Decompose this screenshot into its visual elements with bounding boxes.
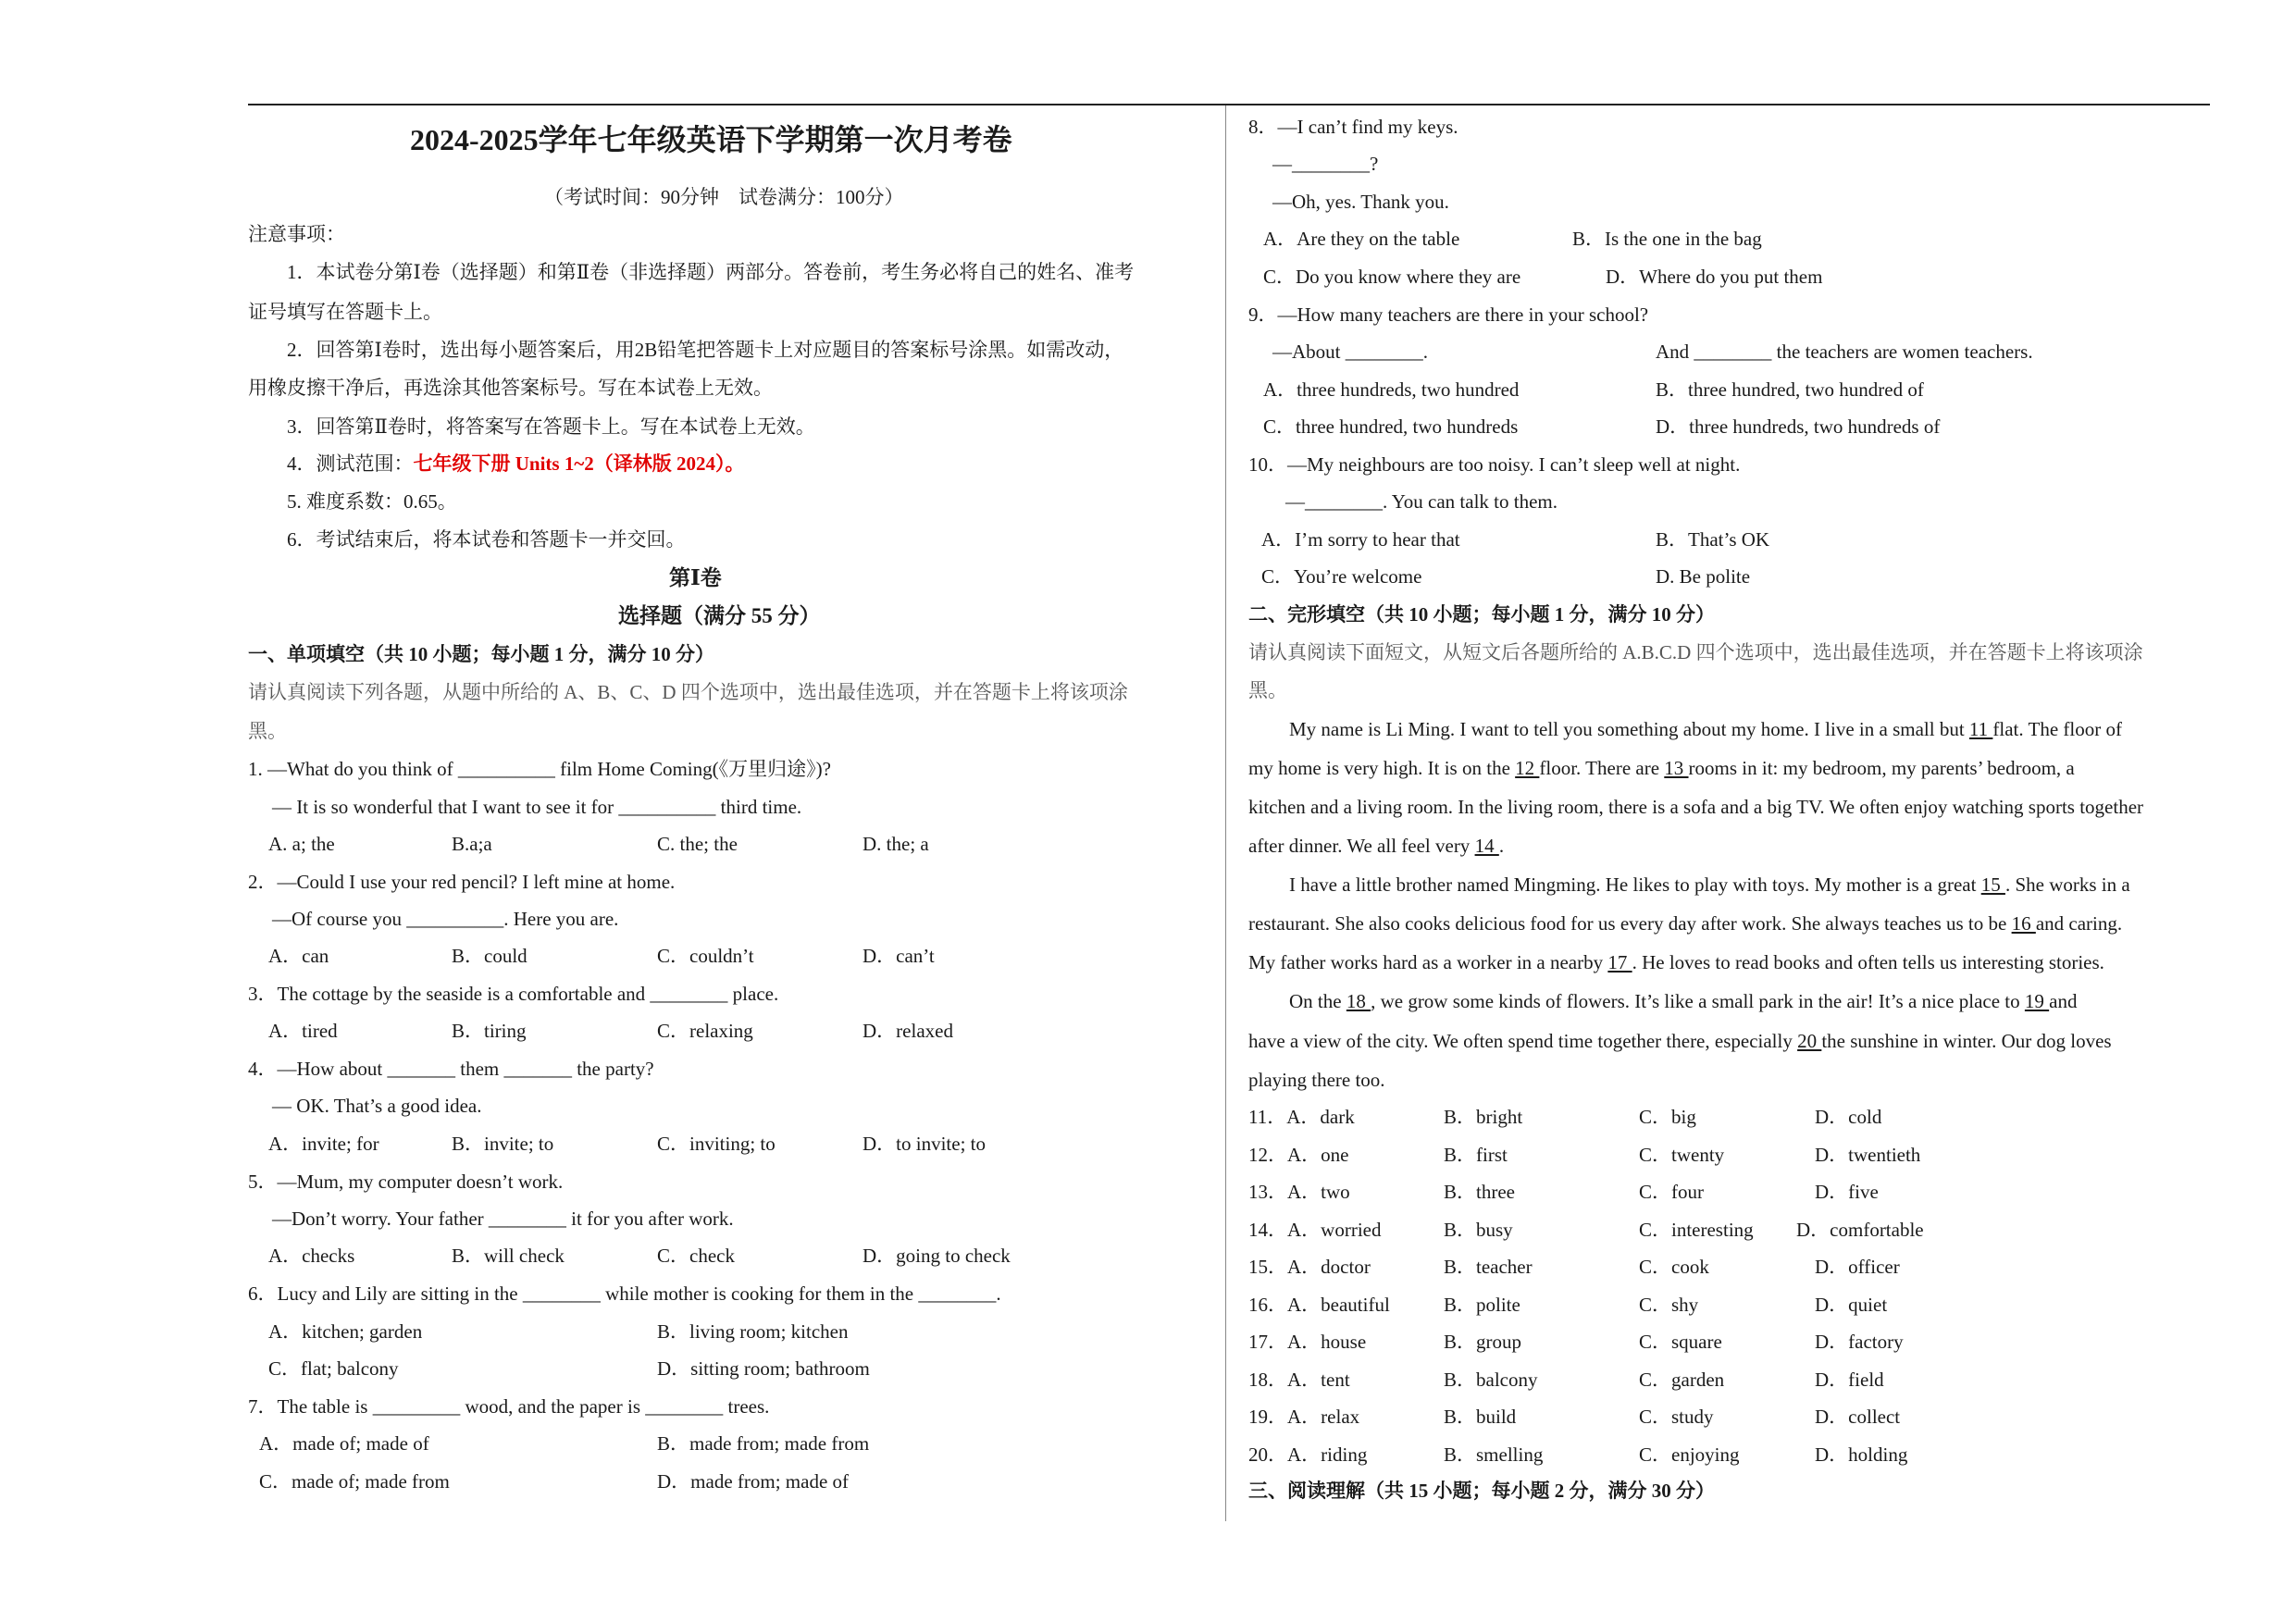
part1-heading: 第Ⅰ卷 — [669, 566, 722, 589]
q2-option-c: C．couldn’t — [657, 945, 754, 967]
q5-option-d: D．going to check — [863, 1245, 1011, 1267]
exam-title: 2024-2025学年七年级英语下学期第一次月考卷 — [410, 123, 1012, 156]
question-9-line3: And ________ the teachers are women teachers. — [1656, 341, 2033, 363]
question-2: 2．—Could I use your red pencil? I left mine at home. — [248, 871, 676, 893]
question-6: 6．Lucy and Lily are sitting in the ________ while mother is cooking for them in the ________. — [248, 1282, 1001, 1305]
section3-title: 三、阅读理解（共 15 小题；每小题 2 分，满分 30 分） — [1248, 1480, 1715, 1502]
cloze-q18-option-d: D．field — [1815, 1368, 1884, 1391]
q8-option-c: C．Do you know where they are — [1263, 266, 1521, 288]
q4-option-c: C．inviting; to — [657, 1133, 776, 1155]
blank-16: 16 — [2011, 912, 2036, 935]
q5-option-b: B．will check — [452, 1245, 565, 1267]
cloze-q16-option-c: C．shy — [1639, 1293, 1699, 1316]
passage-line-5: I have a little brother named Mingming. He likes to play with toys. My mother is a great 15 . She works in a — [1289, 873, 2130, 896]
cloze-q20-option-b: B．smelling — [1444, 1443, 1544, 1466]
notice-4-prefix: 4．测试范围： — [287, 452, 414, 475]
cloze-q15-option-a: 15．A．doctor — [1248, 1256, 1371, 1278]
question-10-line2: —________. You can talk to them. — [1285, 490, 1558, 513]
section1-title: 一、单项填空（共 10 小题；每小题 1 分，满分 10 分） — [248, 643, 714, 665]
blank-17: 17 — [1607, 951, 1632, 973]
part1-subheading: 选择题（满分 55 分） — [618, 604, 821, 627]
q4-option-d: D．to invite; to — [863, 1133, 986, 1155]
q10-option-c: C．You’re welcome — [1261, 565, 1422, 588]
q3-option-d: D．relaxed — [863, 1020, 953, 1042]
question-5: 5．—Mum, my computer doesn’t work. — [248, 1171, 564, 1193]
blank-19: 19 — [2024, 990, 2050, 1012]
notice-4 — [287, 450, 745, 477]
cloze-q14-option-d: D．comfortable — [1796, 1218, 1924, 1241]
cloze-q19-option-d: D．collect — [1815, 1406, 1901, 1428]
q3-option-c: C．relaxing — [657, 1020, 753, 1042]
cloze-q18-option-c: C．garden — [1639, 1368, 1725, 1391]
question-2-line2: —Of course you __________. Here you are. — [272, 908, 619, 930]
passage-line-4: after dinner. We all feel very 14 . — [1248, 835, 1505, 857]
passage-line-7: My father works hard as a worker in a nearby 17 . He loves to read books and often tells us interesting stories. — [1248, 951, 2104, 973]
cloze-q17-option-a: 17．A．house — [1248, 1331, 1367, 1353]
notice-6: 6．考试结束后，将本试卷和答题卡一并交回。 — [287, 528, 686, 551]
cloze-q17-option-d: D．factory — [1815, 1331, 1904, 1353]
q7-option-c: C．made of; made from — [259, 1470, 450, 1493]
cloze-q19-option-a: 19．A．relax — [1248, 1406, 1360, 1428]
question-1: 1. —What do you think of __________ film Home Coming(《万里归途》)? — [248, 758, 831, 780]
notice-2b: 用橡皮擦干净后，再选涂其他答案标号。写在本试卷上无效。 — [248, 377, 773, 399]
q9-option-d: D．three hundreds, two hundreds of — [1656, 415, 1941, 438]
exam-subtitle: （考试时间：90分钟 试卷满分：100分） — [544, 186, 904, 208]
cloze-q11-option-b: B．bright — [1444, 1106, 1523, 1128]
passage-line-9: have a view of the city. We often spend time together there, especially 20 the sunshine in winter. Our dog loves — [1248, 1030, 2112, 1052]
question-9-line2: —About ________. — [1272, 341, 1428, 363]
question-8-line2: —________? — [1272, 153, 1379, 175]
passage-line-10: playing there too. — [1248, 1069, 1385, 1091]
cloze-q14-option-c: C．interesting — [1639, 1218, 1754, 1241]
cloze-q13-option-b: B．three — [1444, 1181, 1515, 1203]
cloze-q17-option-b: B．group — [1444, 1331, 1521, 1353]
q1-option-d: D. the; a — [863, 833, 929, 855]
question-8-line3: —Oh, yes. Thank you. — [1272, 191, 1449, 213]
section2-title: 二、完形填空（共 10 小题；每小题 1 分，满分 10 分） — [1248, 603, 1715, 626]
passage-line-8: On the 18 , we grow some kinds of flowers. It’s like a small park in the air! It’s a nice place to 19 and — [1289, 990, 2078, 1012]
cloze-q14-option-b: B．busy — [1444, 1218, 1513, 1241]
cloze-q20-option-a: 20．A．riding — [1248, 1443, 1368, 1466]
cloze-q12-option-d: D．twentieth — [1815, 1143, 1921, 1166]
cloze-q13-option-a: 13．A．two — [1248, 1181, 1350, 1203]
question-10: 10．—My neighbours are too noisy. I can’t sleep well at night. — [1248, 453, 1741, 476]
section1-instructions-b: 黑。 — [248, 720, 287, 742]
q7-option-a: A．made of; made of — [259, 1432, 429, 1455]
q5-option-c: C．check — [657, 1245, 735, 1267]
q10-option-d: D. Be polite — [1656, 565, 1751, 588]
notice-2a: 2．回答第Ⅰ卷时，选出每小题答案后，用2B铅笔把答题卡上对应题目的答案标号涂黑。如需改动， — [287, 339, 1124, 361]
cloze-q12-option-b: B．first — [1444, 1143, 1508, 1166]
blank-18: 18 — [1346, 990, 1371, 1012]
question-7: 7．The table is _________ wood, and the paper is ________ trees. — [248, 1395, 770, 1418]
q5-option-a: A．checks — [268, 1245, 355, 1267]
q2-option-d: D．can’t — [863, 945, 935, 967]
cloze-q16-option-a: 16．A．beautiful — [1248, 1293, 1390, 1316]
passage-line-1: My name is Li Ming. I want to tell you something about my home. I live in a small but 11 flat. The floor of — [1289, 718, 2122, 740]
notice-3: 3．回答第Ⅱ卷时，将答案写在答题卡上。写在本试卷上无效。 — [287, 415, 815, 438]
q6-option-a: A．kitchen; garden — [268, 1320, 423, 1343]
cloze-q13-option-d: D．five — [1815, 1181, 1879, 1203]
passage-line-3: kitchen and a living room. In the living room, there is a sofa and a big TV. We often enjoy watching sports together — [1248, 796, 2144, 818]
q1-option-b: B.a;a — [452, 833, 492, 855]
notice-heading: 注意事项： — [248, 223, 345, 245]
section2-instructions-a: 请认真阅读下面短文，从短文后各题所给的 A.B.C.D 四个选项中，选出最佳选项，并在答题卡上将该项涂 — [1248, 641, 2143, 663]
blank-15: 15 — [1980, 873, 2005, 896]
q10-option-a: A．I’m sorry to hear that — [1261, 528, 1460, 551]
cloze-q14-option-a: 14．A．worried — [1248, 1218, 1382, 1241]
q8-option-d: D．Where do you put them — [1606, 266, 1823, 288]
cloze-q16-option-d: D．quiet — [1815, 1293, 1888, 1316]
cloze-q12-option-a: 12．A．one — [1248, 1143, 1349, 1166]
blank-20: 20 — [1797, 1030, 1822, 1052]
blank-13: 13 — [1664, 757, 1689, 779]
cloze-q12-option-c: C．twenty — [1639, 1143, 1725, 1166]
cloze-q19-option-c: C．study — [1639, 1406, 1714, 1428]
q10-option-b: B．That’s OK — [1656, 528, 1770, 551]
q9-option-c: C．three hundred, two hundreds — [1263, 415, 1519, 438]
section1-instructions-a: 请认真阅读下列各题，从题中所给的 A、B、C、D 四个选项中，选出最佳选项，并在答题卡上将该项涂 — [248, 681, 1128, 703]
question-3: 3．The cottage by the seaside is a comfortable and ________ place. — [248, 983, 779, 1005]
cloze-q15-option-c: C．cook — [1639, 1256, 1709, 1278]
question-9: 9．—How many teachers are there in your school? — [1248, 304, 1649, 326]
q3-option-a: A．tired — [268, 1020, 338, 1042]
q3-option-b: B．tiring — [452, 1020, 527, 1042]
q6-option-d: D．sitting room; bathroom — [657, 1357, 870, 1380]
q7-option-d: D．made from; made of — [657, 1470, 850, 1493]
q8-option-b: B．Is the one in the bag — [1572, 228, 1762, 250]
header-rule — [248, 104, 2210, 105]
notice-1b: 证号填写在答题卡上。 — [248, 301, 442, 323]
q2-option-b: B．could — [452, 945, 527, 967]
blank-12: 12 — [1515, 757, 1540, 779]
question-4: 4．—How about _______ them _______ the party? — [248, 1058, 654, 1080]
cloze-q16-option-b: B．polite — [1444, 1293, 1520, 1316]
cloze-q18-option-b: B．balcony — [1444, 1368, 1538, 1391]
cloze-q11-option-d: D．cold — [1815, 1106, 1882, 1128]
q9-option-a: A．three hundreds, two hundred — [1263, 378, 1520, 401]
notice-1a: 1．本试卷分第Ⅰ卷（选择题）和第Ⅱ卷（非选择题）两部分。答卷前，考生务必将自己的姓名、准考 — [287, 261, 1135, 283]
passage-line-2: my home is very high. It is on the 12 floor. There are 13 rooms in it: my bedroom, my parents’ bedroom, a — [1248, 757, 2075, 779]
question-5-line2: —Don’t worry. Your father ________ it for you after work. — [272, 1208, 734, 1230]
column-divider — [1225, 105, 1226, 1521]
cloze-q11-option-c: C．big — [1639, 1106, 1696, 1128]
test-scope: 七年级下册 Units 1~2（译林版 2024）。 — [413, 452, 745, 475]
cloze-q19-option-b: B．build — [1444, 1406, 1517, 1428]
q4-option-b: B．invite; to — [452, 1133, 554, 1155]
question-1-line2: — It is so wonderful that I want to see it for __________ third time. — [272, 796, 802, 818]
cloze-q11-option-a: 11．A．dark — [1248, 1106, 1355, 1128]
q6-option-c: C．flat; balcony — [268, 1357, 399, 1380]
q1-option-c: C. the; the — [657, 833, 738, 855]
q9-option-b: B．three hundred, two hundred of — [1656, 378, 1924, 401]
cloze-q20-option-d: D．holding — [1815, 1443, 1908, 1466]
q6-option-b: B．living room; kitchen — [657, 1320, 849, 1343]
cloze-q17-option-c: C．square — [1639, 1331, 1722, 1353]
passage-line-6: restaurant. She also cooks delicious food for us every day after work. She always teaches us to be 16 and caring. — [1248, 912, 2123, 935]
cloze-q20-option-c: C．enjoying — [1639, 1443, 1740, 1466]
q1-option-a: A. a; the — [268, 833, 335, 855]
blank-14: 14 — [1474, 835, 1499, 857]
notice-5: 5. 难度系数：0.65。 — [287, 490, 457, 513]
blank-11: 11 — [1968, 718, 1993, 740]
section2-instructions-b: 黑。 — [1248, 679, 1287, 701]
question-4-line2: — OK. That’s a good idea. — [272, 1095, 482, 1117]
q4-option-a: A．invite; for — [268, 1133, 379, 1155]
q8-option-a: A．Are they on the table — [1263, 228, 1460, 250]
q2-option-a: A．can — [268, 945, 329, 967]
cloze-q18-option-a: 18．A．tent — [1248, 1368, 1350, 1391]
question-8: 8．—I can’t find my keys. — [1248, 116, 1458, 138]
cloze-q13-option-c: C．four — [1639, 1181, 1704, 1203]
q7-option-b: B．made from; made from — [657, 1432, 870, 1455]
cloze-q15-option-b: B．teacher — [1444, 1256, 1533, 1278]
cloze-q15-option-d: D．officer — [1815, 1256, 1900, 1278]
